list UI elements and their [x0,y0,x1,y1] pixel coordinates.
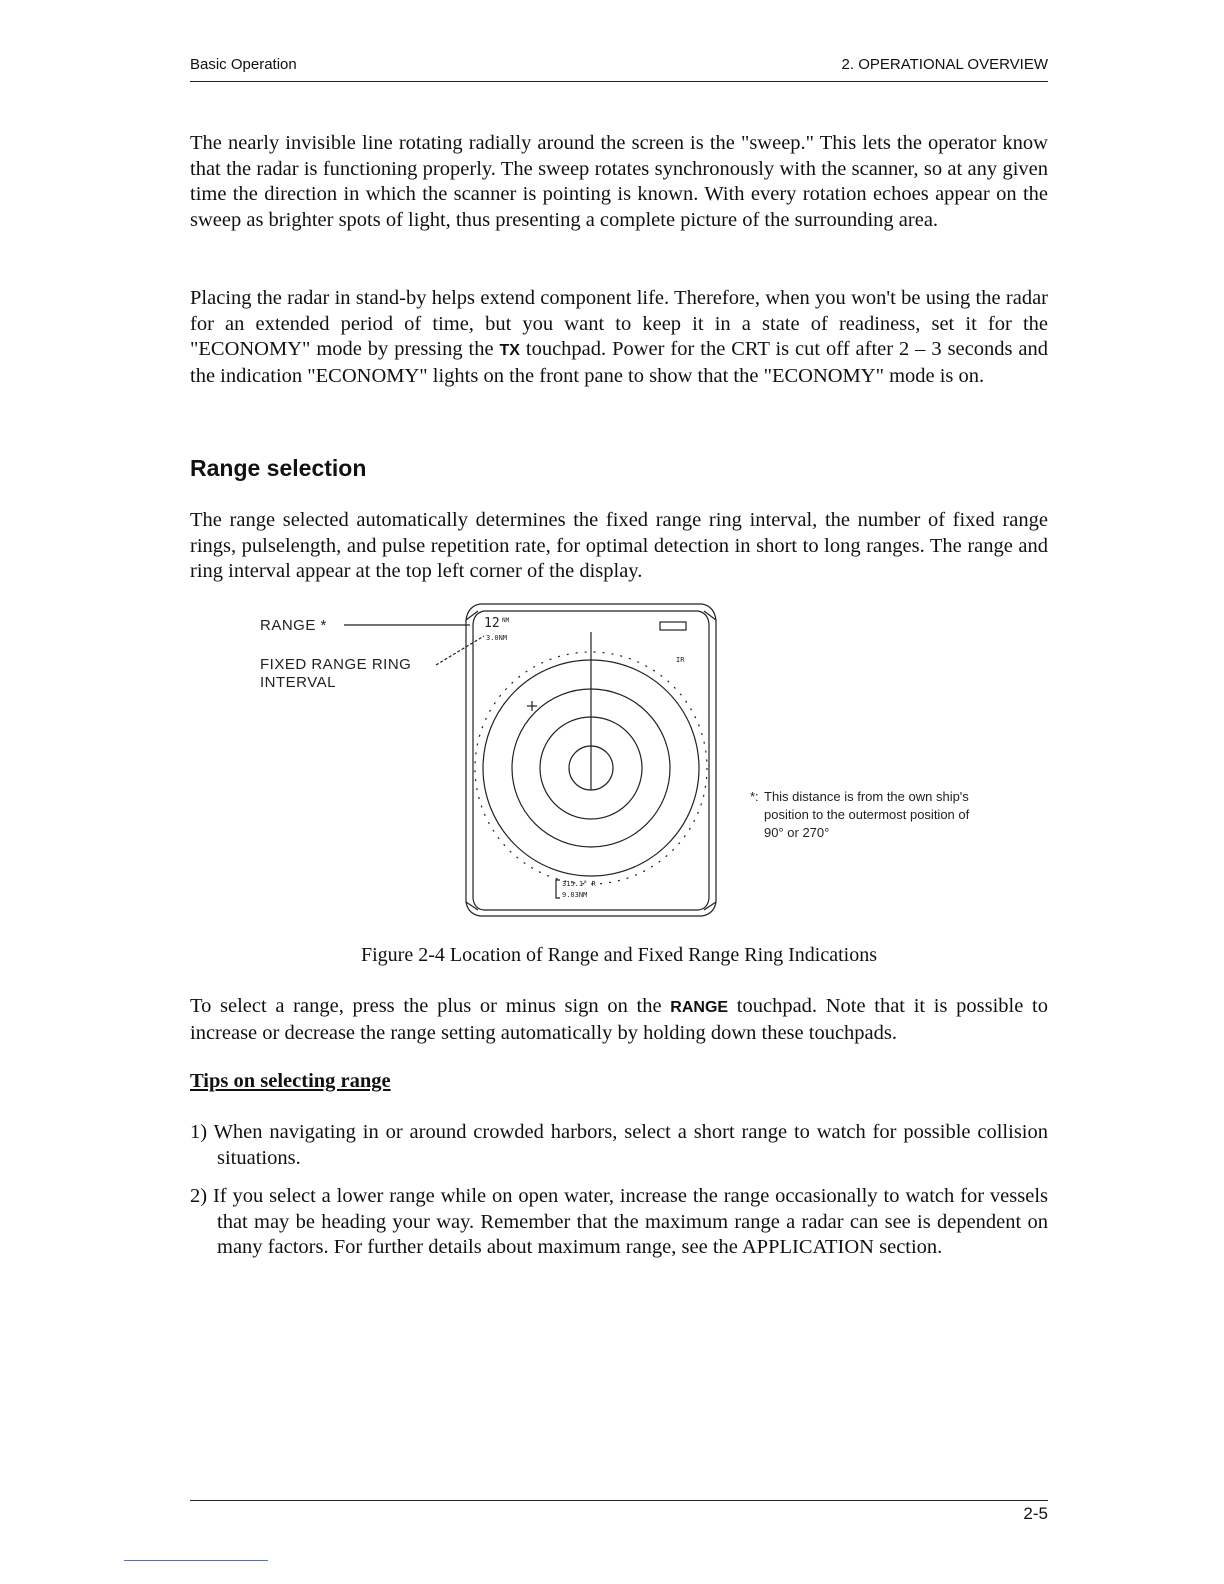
paragraph-range-intro: The range selected automatically determines the fixed range ring interval, the number of fixed range rings, pulselength, and pulse repetition rate, for optimal detection in short to long ranges. The range and ring interval appear at the top left corner of the display. [190,509,1048,582]
tip-number: 2) [190,1185,213,1207]
tip-item-1 [190,1120,1048,1171]
paragraph-range-select [190,994,1048,1046]
screen-bearing-readout: 315.1° R [562,880,596,888]
screen-mode-indicator: IR [676,656,685,664]
figure-caption: Figure 2-4 Location of Range and Fixed Range Ring Indications [360,944,877,966]
paragraph-sweep: The nearly invisible line rotating radially around the screen is the "sweep." This lets the operator know that the radar is functioning properly. The sweep rotates synchronously with the scanner, so at any given time the direction in which the scanner is pointing is known. With every rotation echoes appear on the sweep as brighter spots of light, thus presenting a complete picture of the surrounding area. [190,132,1048,231]
tip-number: 1) [190,1121,214,1143]
figure-label-range: RANGE * [260,617,327,634]
section-title: Range selection [190,455,367,481]
scan-edge-rule [124,1560,268,1561]
tip-text: When navigating in or around crowded harbors, select a short range to watch for possible collision situations. [213,1121,1048,1169]
figure-label-ring-line1: FIXED RANGE RING [260,656,412,673]
tip-item-2 [190,1184,1048,1261]
figure-label-ring-line2: INTERVAL [260,674,336,691]
screen-interval-value: 3.0NM [486,634,508,642]
range-para-text-2: touchpad. Note that it is possible to increase or decrease the range setting automatically by holding down these touchpads. [190,995,1048,1044]
readout-bracket [556,880,560,898]
ring-leader-line [436,636,484,665]
header-left: Basic Operation [190,56,297,73]
footer-rule [190,1500,1048,1501]
page-number: 2-5 [1023,1504,1048,1523]
note-mark: *: [750,789,759,804]
tip-text: If you select a lower range while on open water, increase the range occasionally to watch for vessels that may be heading your way. Remember that the maximum range a radar can see is dependent on many factors. For further details about maximum range, see the APPLICATION section. [212,1185,1049,1258]
screen-range-unit: NM [502,617,510,624]
range-para-text-1: To select a range, press the plus or minus sign on the [190,995,671,1017]
mode-indicator-box [660,622,686,630]
tx-key-label: TX [499,342,520,359]
header-right: 2. OPERATIONAL OVERVIEW [841,56,1048,73]
range-key-label: RANGE [670,999,729,1016]
screen-range-value: 12 [484,616,500,631]
paragraph-economy-text-2: touchpad. Power for the CRT is cut off after 2 – 3 seconds and the indication "ECONOMY" lights on the front pane to show that the "ECONOMY" mode is on. [190,338,1049,387]
note-text: This distance is from the own ship's position to the outermost position of 90° or 270° [764,789,970,840]
figure-note [750,788,980,842]
paragraph-economy-text-1: Placing the radar in stand-by helps extend component life. Therefore, when you won't be using the radar for an extended period of time, but you want to keep it in a state of readiness, set it for the "ECONOMY" mode by pressing the [190,287,1048,360]
screen-distance-readout: 9.03NM [562,891,588,899]
tips-title: Tips on selecting range [190,1070,391,1092]
